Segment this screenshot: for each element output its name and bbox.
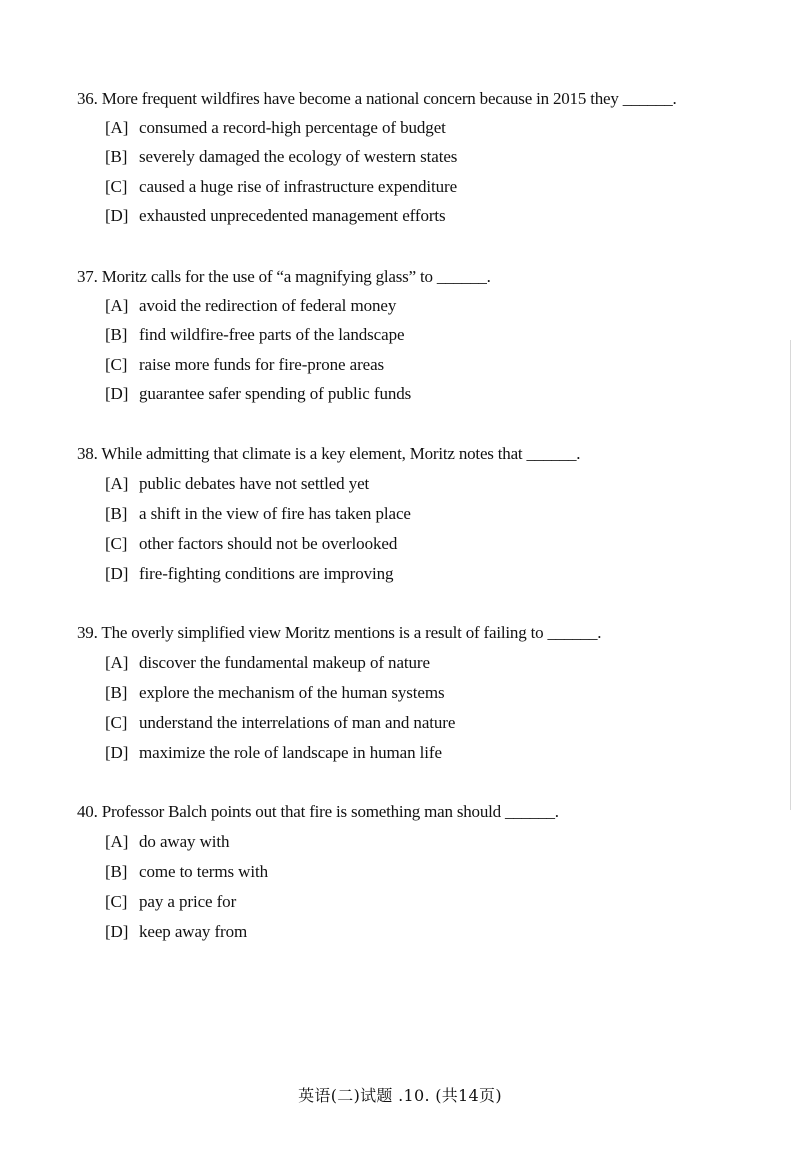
option-b bbox=[105, 503, 411, 525]
option-b bbox=[105, 146, 457, 168]
option-c bbox=[105, 712, 455, 734]
option-text: raise more funds for fire-prone areas bbox=[139, 355, 385, 374]
option-text: come to terms with bbox=[139, 862, 268, 881]
option-letter: [C] bbox=[105, 713, 128, 732]
option-text: understand the interrelations of man and nature bbox=[139, 713, 456, 732]
option-d bbox=[105, 563, 393, 585]
option-text: exhausted unprecedented management efforts bbox=[139, 206, 446, 225]
option-text: guarantee safer spending of public funds bbox=[139, 384, 412, 403]
option-text: consumed a record-high percentage of budget bbox=[139, 118, 446, 137]
option-letter: [B] bbox=[105, 325, 128, 344]
option-text: pay a price for bbox=[139, 892, 237, 911]
option-letter: [C] bbox=[105, 177, 128, 196]
option-text: maximize the role of landscape in human life bbox=[139, 743, 442, 762]
option-letter: [C] bbox=[105, 892, 128, 911]
option-b bbox=[105, 861, 268, 883]
option-c bbox=[105, 354, 384, 376]
question-stem: 40. Professor Balch points out that fire is something man should ______. bbox=[77, 802, 559, 821]
option-a bbox=[105, 117, 446, 139]
option-c bbox=[105, 176, 457, 198]
question-stem: 37. Moritz calls for the use of “a magnifying glass” to ______. bbox=[77, 267, 491, 286]
option-text: keep away from bbox=[139, 922, 248, 941]
option-b bbox=[105, 682, 445, 704]
option-a bbox=[105, 473, 369, 495]
question-stem: 39. The overly simplified view Moritz mentions is a result of failing to ______. bbox=[77, 623, 602, 642]
option-letter: [C] bbox=[105, 355, 128, 374]
option-a bbox=[105, 295, 396, 317]
option-text: explore the mechanism of the human systems bbox=[139, 683, 445, 702]
option-letter: [D] bbox=[105, 743, 129, 762]
option-d bbox=[105, 205, 446, 227]
option-letter: [D] bbox=[105, 922, 129, 941]
question-stem: 36. More frequent wildfires have become a national concern because in 2015 they ______. bbox=[77, 89, 677, 108]
option-letter: [B] bbox=[105, 683, 128, 702]
option-letter: [B] bbox=[105, 504, 128, 523]
option-letter: [C] bbox=[105, 534, 128, 553]
option-d bbox=[105, 921, 247, 943]
option-letter: [A] bbox=[105, 296, 129, 315]
option-a bbox=[105, 652, 430, 674]
option-text: caused a huge rise of infrastructure expenditure bbox=[139, 177, 458, 196]
option-text: avoid the redirection of federal money bbox=[139, 296, 397, 315]
option-letter: [A] bbox=[105, 474, 129, 493]
option-letter: [A] bbox=[105, 118, 129, 137]
option-text: find wildfire-free parts of the landscape bbox=[139, 325, 405, 344]
option-a bbox=[105, 831, 229, 853]
option-text: other factors should not be overlooked bbox=[139, 534, 398, 553]
option-letter: [B] bbox=[105, 147, 128, 166]
option-text: a shift in the view of fire has taken place bbox=[139, 504, 411, 523]
option-text: discover the fundamental makeup of nature bbox=[139, 653, 430, 672]
option-b bbox=[105, 324, 404, 346]
question-stem: 38. While admitting that climate is a key element, Moritz notes that ______. bbox=[77, 444, 581, 463]
option-letter: [D] bbox=[105, 564, 129, 583]
option-text: fire-fighting conditions are improving bbox=[139, 564, 394, 583]
option-c bbox=[105, 533, 397, 555]
scan-edge-line bbox=[790, 340, 791, 810]
option-letter: [A] bbox=[105, 832, 129, 851]
option-c bbox=[105, 891, 236, 913]
page-footer: 英语(二)试题 .10. (共14页) bbox=[298, 1086, 502, 1105]
option-letter: [D] bbox=[105, 206, 129, 225]
option-letter: [A] bbox=[105, 653, 129, 672]
option-text: public debates have not settled yet bbox=[139, 474, 370, 493]
option-d bbox=[105, 742, 442, 764]
option-text: severely damaged the ecology of western states bbox=[139, 147, 458, 166]
option-d bbox=[105, 383, 411, 405]
option-letter: [D] bbox=[105, 384, 129, 403]
option-letter: [B] bbox=[105, 862, 128, 881]
option-text: do away with bbox=[139, 832, 230, 851]
